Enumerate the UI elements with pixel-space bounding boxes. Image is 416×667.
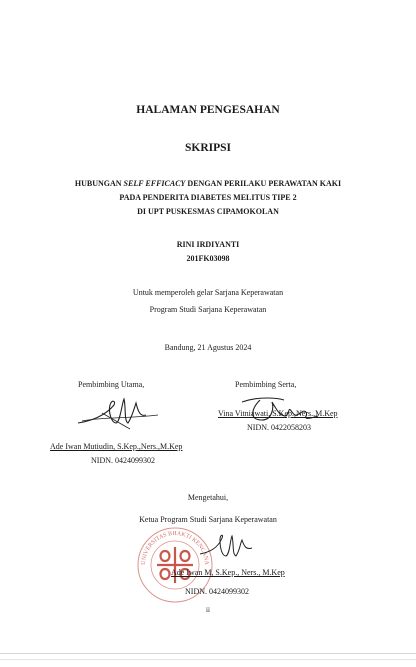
main-advisor-name: Ade Iwan Mutiudin, S.Kep.,Ners.,M.Kep (50, 442, 183, 451)
place-date: Bandung, 21 Agustus 2024 (164, 343, 252, 352)
co-advisor-name: Vina Vitniawati, S.Kep.,Ners.,M.Kep (218, 409, 338, 418)
main-advisor-signature (72, 393, 162, 433)
page-edge-line-2 (0, 659, 416, 660)
stamp-text: UNIVERSITAS BHAKTI KENCANA (140, 530, 210, 566)
page-number: ii (206, 606, 210, 614)
document-type: SKRIPSI (184, 142, 232, 154)
thesis-title-line3: DI UPT PUSKESMAS CIPAMOKOLAN (137, 207, 279, 216)
head-of-program-role: Ketua Program Studi Sarjana Keperawatan (139, 515, 277, 524)
purpose-line1: Untuk memperoleh gelar Sarjana Keperawatan (132, 288, 284, 297)
author-name: RINI IRDIYANTI (176, 240, 240, 249)
acknowledged-label: Mengetahui, (187, 493, 229, 502)
title-prefix: HUBUNGAN (74, 179, 124, 188)
main-advisor-nidn: NIDN. 0424099302 (91, 456, 155, 465)
student-id: 201FK03098 (186, 254, 230, 263)
title-suffix: DENGAN PERILAKU PERAWATAN KAKI (185, 179, 342, 188)
title-italic-term: SELF EFFICACY (123, 179, 186, 188)
thesis-title-line1 (0, 177, 416, 191)
head-of-program-name: Ade Iwan M, S.Kep., Ners., M.Kep (171, 568, 285, 577)
page-heading: HALAMAN PENGESAHAN (136, 104, 280, 116)
head-of-program-nidn: NIDN. 0424099302 (185, 587, 249, 596)
main-advisor-role: Pembimbing Utama, (78, 380, 145, 389)
page-edge-line (0, 653, 416, 654)
co-advisor-role: Pembimbing Serta, (235, 380, 297, 389)
thesis-title-line2: PADA PENDERITA DIABETES MELITUS TIPE 2 (119, 193, 297, 202)
co-advisor-nidn: NIDN. 0422058203 (247, 423, 311, 432)
stamp-emblem (157, 547, 193, 583)
head-of-program-signature (196, 530, 256, 566)
purpose-line2: Program Studi Sarjana Keperawatan (149, 305, 267, 314)
